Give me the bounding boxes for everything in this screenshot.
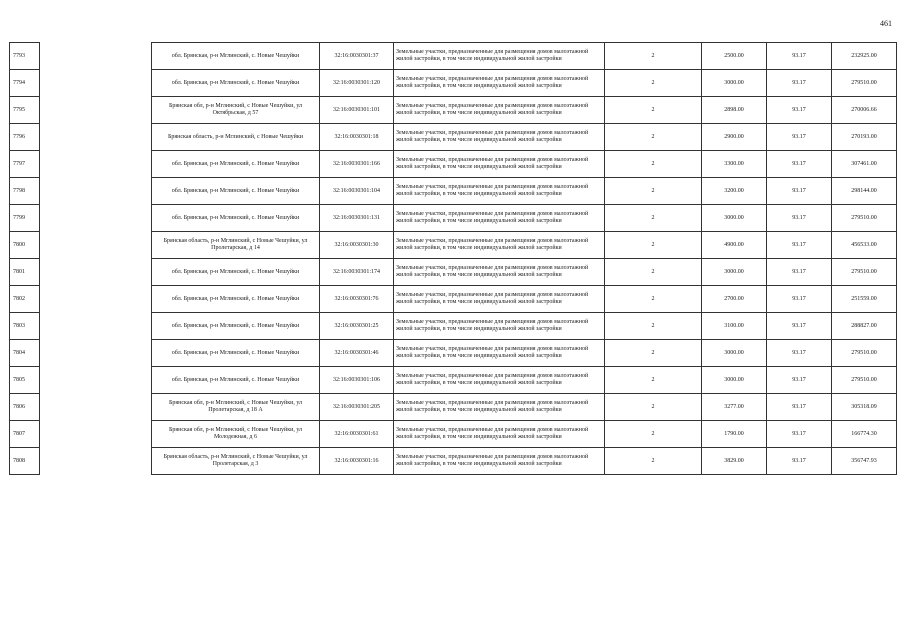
rate-cell: 93.17 xyxy=(767,367,832,394)
area-cell: 3300.00 xyxy=(702,151,767,178)
group-cell: 2 xyxy=(605,205,702,232)
area-cell: 3000.00 xyxy=(702,70,767,97)
cadastral-value-cell: 307461.00 xyxy=(832,151,897,178)
cadastral-value-cell: 251559.00 xyxy=(832,286,897,313)
cadastral-value-cell: 456533.00 xyxy=(832,232,897,259)
table-row xyxy=(152,367,897,394)
land-use-description-cell: Земельные участки, предназначенные для размещения домов малоэтажной жилой застройки, в том числе индивидуальной жилой застройки xyxy=(394,259,605,286)
cadastral-number-cell: 32:16:0030301:106 xyxy=(320,367,394,394)
row-number: 7808 xyxy=(10,448,40,475)
land-use-description-cell: Земельные участки, предназначенные для размещения домов малоэтажной жилой застройки, в том числе индивидуальной жилой застройки xyxy=(394,394,605,421)
group-cell: 2 xyxy=(605,178,702,205)
table-row xyxy=(152,151,897,178)
address-cell: обл. Брянская, р-н Мглинский, с. Новые Чешуйки xyxy=(152,205,320,232)
table-row xyxy=(152,124,897,151)
rate-cell: 93.17 xyxy=(767,178,832,205)
address-cell: Брянская область, р-н Мглинский, с Новые Чешуйки, ул Пролетарская, д 3 xyxy=(152,448,320,475)
rate-cell: 93.17 xyxy=(767,394,832,421)
group-cell: 2 xyxy=(605,313,702,340)
land-use-description-cell: Земельные участки, предназначенные для размещения домов малоэтажной жилой застройки, в том числе индивидуальной жилой застройки xyxy=(394,232,605,259)
row-number-row xyxy=(10,340,40,367)
address-cell: обл. Брянская, р-н Мглинский, с. Новые Чешуйки xyxy=(152,43,320,70)
group-cell: 2 xyxy=(605,421,702,448)
group-cell: 2 xyxy=(605,259,702,286)
cadastral-value-cell: 270193.00 xyxy=(832,124,897,151)
row-number-row xyxy=(10,151,40,178)
group-cell: 2 xyxy=(605,70,702,97)
table-row xyxy=(152,70,897,97)
row-number-row xyxy=(10,43,40,70)
cadastral-value-cell: 356747.93 xyxy=(832,448,897,475)
cadastral-number-cell: 32:16:0030301:46 xyxy=(320,340,394,367)
rate-cell: 93.17 xyxy=(767,124,832,151)
row-number: 7798 xyxy=(10,178,40,205)
cadastral-value-cell: 279510.00 xyxy=(832,340,897,367)
address-cell: обл. Брянская, р-н Мглинский, с. Новые Чешуйки xyxy=(152,259,320,286)
area-cell: 3000.00 xyxy=(702,259,767,286)
table-row xyxy=(152,97,897,124)
rate-cell: 93.17 xyxy=(767,151,832,178)
cadastral-value-cell: 298144.00 xyxy=(832,178,897,205)
group-cell: 2 xyxy=(605,124,702,151)
table-row xyxy=(152,448,897,475)
cadastral-value-cell: 279510.00 xyxy=(832,205,897,232)
row-number-table xyxy=(9,42,40,475)
address-cell: обл. Брянская, р-н Мглинский, с. Новые Чешуйки xyxy=(152,367,320,394)
cadastral-number-cell: 32:16:0030301:174 xyxy=(320,259,394,286)
address-cell: обл. Брянская, р-н Мглинский, с. Новые Чешуйки xyxy=(152,178,320,205)
row-number-row xyxy=(10,124,40,151)
address-cell: Брянская обл, р-н Мглинский, с Новые Чешуйки, ул Пролетарская, д 18 А xyxy=(152,394,320,421)
land-use-description-cell: Земельные участки, предназначенные для размещения домов малоэтажной жилой застройки, в том числе индивидуальной жилой застройки xyxy=(394,421,605,448)
cadastral-value-table xyxy=(151,42,897,475)
cadastral-number-cell: 32:16:0030301:205 xyxy=(320,394,394,421)
rate-cell: 93.17 xyxy=(767,286,832,313)
cadastral-number-cell: 32:16:0030301:61 xyxy=(320,421,394,448)
land-use-description-cell: Земельные участки, предназначенные для размещения домов малоэтажной жилой застройки, в том числе индивидуальной жилой застройки xyxy=(394,313,605,340)
table-row xyxy=(152,232,897,259)
row-number-row xyxy=(10,178,40,205)
row-number-row xyxy=(10,394,40,421)
cadastral-value-cell: 279510.00 xyxy=(832,259,897,286)
row-number: 7797 xyxy=(10,151,40,178)
land-use-description-cell: Земельные участки, предназначенные для размещения домов малоэтажной жилой застройки, в том числе индивидуальной жилой застройки xyxy=(394,448,605,475)
row-number-row xyxy=(10,70,40,97)
row-number: 7805 xyxy=(10,367,40,394)
row-number: 7804 xyxy=(10,340,40,367)
address-cell: Брянская область, р-н Мглинский, с Новые Чешуйки, ул Пролетарская, д 14 xyxy=(152,232,320,259)
row-number-row xyxy=(10,286,40,313)
address-cell: обл. Брянская, р-н Мглинский, с. Новые Чешуйки xyxy=(152,151,320,178)
table-row xyxy=(152,421,897,448)
cadastral-number-cell: 32:16:0030301:76 xyxy=(320,286,394,313)
row-number-row xyxy=(10,367,40,394)
table-row xyxy=(152,178,897,205)
address-cell: обл. Брянская, р-н Мглинский, с. Новые Чешуйки xyxy=(152,70,320,97)
table-row xyxy=(152,43,897,70)
row-number: 7794 xyxy=(10,70,40,97)
cadastral-value-cell: 270006.66 xyxy=(832,97,897,124)
cadastral-value-cell: 288827.00 xyxy=(832,313,897,340)
area-cell: 3000.00 xyxy=(702,367,767,394)
cadastral-value-cell: 166774.30 xyxy=(832,421,897,448)
area-cell: 3000.00 xyxy=(702,340,767,367)
address-cell: Брянская обл, р-н Мглинский, с Новые Чешуйки, ул Октябрьская, д 57 xyxy=(152,97,320,124)
area-cell: 3100.00 xyxy=(702,313,767,340)
row-number: 7800 xyxy=(10,232,40,259)
cadastral-value-cell: 279510.00 xyxy=(832,367,897,394)
area-cell: 4900.00 xyxy=(702,232,767,259)
row-number-row xyxy=(10,313,40,340)
cadastral-number-cell: 32:16:0030301:120 xyxy=(320,70,394,97)
land-use-description-cell: Земельные участки, предназначенные для размещения домов малоэтажной жилой застройки, в том числе индивидуальной жилой застройки xyxy=(394,205,605,232)
group-cell: 2 xyxy=(605,286,702,313)
page-number: 461 xyxy=(880,19,892,28)
cadastral-number-cell: 32:16:0030301:16 xyxy=(320,448,394,475)
rate-cell: 93.17 xyxy=(767,70,832,97)
group-cell: 2 xyxy=(605,340,702,367)
table-row xyxy=(152,205,897,232)
land-use-description-cell: Земельные участки, предназначенные для размещения домов малоэтажной жилой застройки, в том числе индивидуальной жилой застройки xyxy=(394,286,605,313)
row-number: 7793 xyxy=(10,43,40,70)
area-cell: 2898.00 xyxy=(702,97,767,124)
row-number-row xyxy=(10,232,40,259)
address-cell: Брянская область, р-н Мглинский, с Новые Чешуйки xyxy=(152,124,320,151)
area-cell: 2700.00 xyxy=(702,286,767,313)
address-cell: обл. Брянская, р-н Мглинский, с. Новые Чешуйки xyxy=(152,286,320,313)
row-number: 7802 xyxy=(10,286,40,313)
rate-cell: 93.17 xyxy=(767,97,832,124)
group-cell: 2 xyxy=(605,97,702,124)
land-use-description-cell: Земельные участки, предназначенные для размещения домов малоэтажной жилой застройки, в том числе индивидуальной жилой застройки xyxy=(394,340,605,367)
group-cell: 2 xyxy=(605,43,702,70)
cadastral-number-cell: 32:16:0030301:101 xyxy=(320,97,394,124)
group-cell: 2 xyxy=(605,367,702,394)
address-cell: обл. Брянская, р-н Мглинский, с. Новые Чешуйки xyxy=(152,313,320,340)
rate-cell: 93.17 xyxy=(767,421,832,448)
group-cell: 2 xyxy=(605,151,702,178)
area-cell: 2900.00 xyxy=(702,124,767,151)
rate-cell: 93.17 xyxy=(767,313,832,340)
land-use-description-cell: Земельные участки, предназначенные для размещения домов малоэтажной жилой застройки, в том числе индивидуальной жилой застройки xyxy=(394,70,605,97)
cadastral-number-cell: 32:16:0030301:18 xyxy=(320,124,394,151)
cadastral-number-cell: 32:16:0030301:104 xyxy=(320,178,394,205)
row-number-row xyxy=(10,97,40,124)
row-number-row xyxy=(10,448,40,475)
land-use-description-cell: Земельные участки, предназначенные для размещения домов малоэтажной жилой застройки, в том числе индивидуальной жилой застройки xyxy=(394,367,605,394)
table-row xyxy=(152,286,897,313)
land-use-description-cell: Земельные участки, предназначенные для размещения домов малоэтажной жилой застройки, в том числе индивидуальной жилой застройки xyxy=(394,97,605,124)
rate-cell: 93.17 xyxy=(767,205,832,232)
cadastral-number-cell: 32:16:0030301:131 xyxy=(320,205,394,232)
cadastral-value-cell: 279510.00 xyxy=(832,70,897,97)
area-cell: 3000.00 xyxy=(702,205,767,232)
row-number: 7796 xyxy=(10,124,40,151)
rate-cell: 93.17 xyxy=(767,43,832,70)
table-row xyxy=(152,313,897,340)
group-cell: 2 xyxy=(605,394,702,421)
row-number: 7807 xyxy=(10,421,40,448)
cadastral-number-cell: 32:16:0030301:25 xyxy=(320,313,394,340)
row-number: 7801 xyxy=(10,259,40,286)
land-use-description-cell: Земельные участки, предназначенные для размещения домов малоэтажной жилой застройки, в том числе индивидуальной жилой застройки xyxy=(394,151,605,178)
area-cell: 3829.00 xyxy=(702,448,767,475)
land-use-description-cell: Земельные участки, предназначенные для размещения домов малоэтажной жилой застройки, в том числе индивидуальной жилой застройки xyxy=(394,124,605,151)
row-number-row xyxy=(10,205,40,232)
cadastral-number-cell: 32:16:0030301:37 xyxy=(320,43,394,70)
group-cell: 2 xyxy=(605,448,702,475)
rate-cell: 93.17 xyxy=(767,232,832,259)
row-number: 7806 xyxy=(10,394,40,421)
land-use-description-cell: Земельные участки, предназначенные для размещения домов малоэтажной жилой застройки, в том числе индивидуальной жилой застройки xyxy=(394,43,605,70)
table-row xyxy=(152,340,897,367)
area-cell: 3277.00 xyxy=(702,394,767,421)
address-cell: Брянская обл, р-н Мглинский, с Новые Чешуйки, ул Молодежная, д 6 xyxy=(152,421,320,448)
row-number: 7803 xyxy=(10,313,40,340)
cadastral-value-cell: 232925.00 xyxy=(832,43,897,70)
cadastral-value-cell: 305318.09 xyxy=(832,394,897,421)
table-row xyxy=(152,259,897,286)
row-number: 7799 xyxy=(10,205,40,232)
row-number: 7795 xyxy=(10,97,40,124)
row-number-row xyxy=(10,259,40,286)
cadastral-number-cell: 32:16:0030301:166 xyxy=(320,151,394,178)
land-use-description-cell: Земельные участки, предназначенные для размещения домов малоэтажной жилой застройки, в том числе индивидуальной жилой застройки xyxy=(394,178,605,205)
address-cell: обл. Брянская, р-н Мглинский, с. Новые Чешуйки xyxy=(152,340,320,367)
table-row xyxy=(152,394,897,421)
row-number-row xyxy=(10,421,40,448)
rate-cell: 93.17 xyxy=(767,340,832,367)
group-cell: 2 xyxy=(605,232,702,259)
rate-cell: 93.17 xyxy=(767,259,832,286)
rate-cell: 93.17 xyxy=(767,448,832,475)
area-cell: 3200.00 xyxy=(702,178,767,205)
area-cell: 2500.00 xyxy=(702,43,767,70)
cadastral-number-cell: 32:16:0030301:30 xyxy=(320,232,394,259)
area-cell: 1790.00 xyxy=(702,421,767,448)
